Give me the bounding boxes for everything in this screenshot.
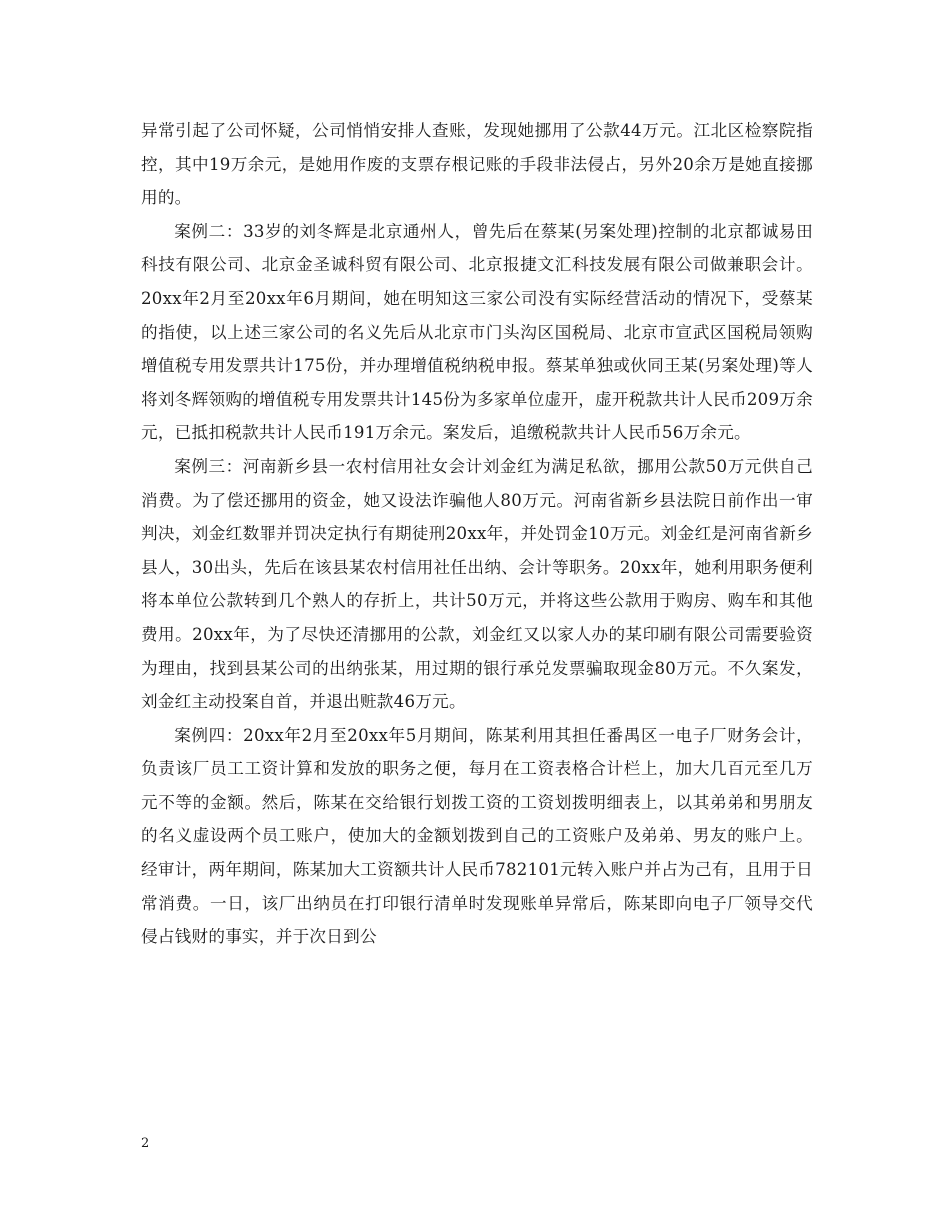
paragraph-case-two: 案例二：33岁的刘冬辉是北京通州人，曾先后在蔡某(另案处理)控制的北京都诚易田科技有限公司、北京金圣诚科贸有限公司、北京报捷文汇科技发展有限公司做兼职会计。20xx年2月至20xx年6月期间，她在明知这三家公司没有实际经营活动的情况下，受蔡某的指使，以上述三家公司的名义先后从北京市门头沟区国税局、北京市宣武区国税局领购增值税专用发票共计175份，并办理增值税纳税申报。蔡某单独或伙同王某(另案处理)等人将刘冬辉领购的增值税专用发票共计145份为多家单位虚开，虚开税款共计人民币209万余元，已抵扣税款共计人民币191万余元。案发后，追缴税款共计人民币56万余元。 — [141, 221, 813, 443]
paragraph-case-four: 案例四：20xx年2月至20xx年5月期间，陈某利用其担任番禺区一电子厂财务会计，负责该厂员工工资计算和发放的职务之便，每月在工资表格合计栏上，加大几百元至几万元不等的金额。然后，陈某在交给银行划拨工资的工资划拨明细表上，以其弟弟和男朋友的名义虚设两个员工账户，使加大的金额划拨到自己的工资账户及弟弟、男友的账户上。经审计，两年期间，陈某加大工资额共计人民币782101元转入账户并占为己有，且用于日常消费。一日，该厂出纳员在打印银行清单时发现账单异常后，陈某即向电子厂领导交代侵占钱财的事实，并于次日到公 — [141, 725, 813, 947]
page-number: 2 — [141, 1136, 150, 1151]
document-body — [141, 114, 813, 954]
paragraph-case-one-continued: 异常引起了公司怀疑，公司悄悄安排人查账，发现她挪用了公款44万元。江北区检察院指控，其中19万余元，是她用作废的支票存根记账的手段非法侵占，另外20余万是她直接挪用的。 — [141, 121, 813, 208]
paragraph-case-three: 案例三：河南新乡县一农村信用社女会计刘金红为满足私欲，挪用公款50万元供自己消费。为了偿还挪用的资金，她又设法诈骗他人80万元。河南省新乡县法院日前作出一审判决，刘金红数罪并罚决定执行有期徒刑20xx年，并处罚金10万元。刘金红是河南省新乡县人，30出头，先后在该县某农村信用社任出纳、会计等职务。20xx年，她利用职务便利将本单位公款转到几个熟人的存折上，共计50万元，并将这些公款用于购房、购车和其他费用。20xx年，为了尽快还清挪用的公款，刘金红又以家人办的某印刷有限公司需要验资为理由，找到县某公司的出纳张某，用过期的银行承兑发票骗取现金80万元。不久案发，刘金红主动投案自首，并退出赃款46万元。 — [141, 456, 813, 712]
